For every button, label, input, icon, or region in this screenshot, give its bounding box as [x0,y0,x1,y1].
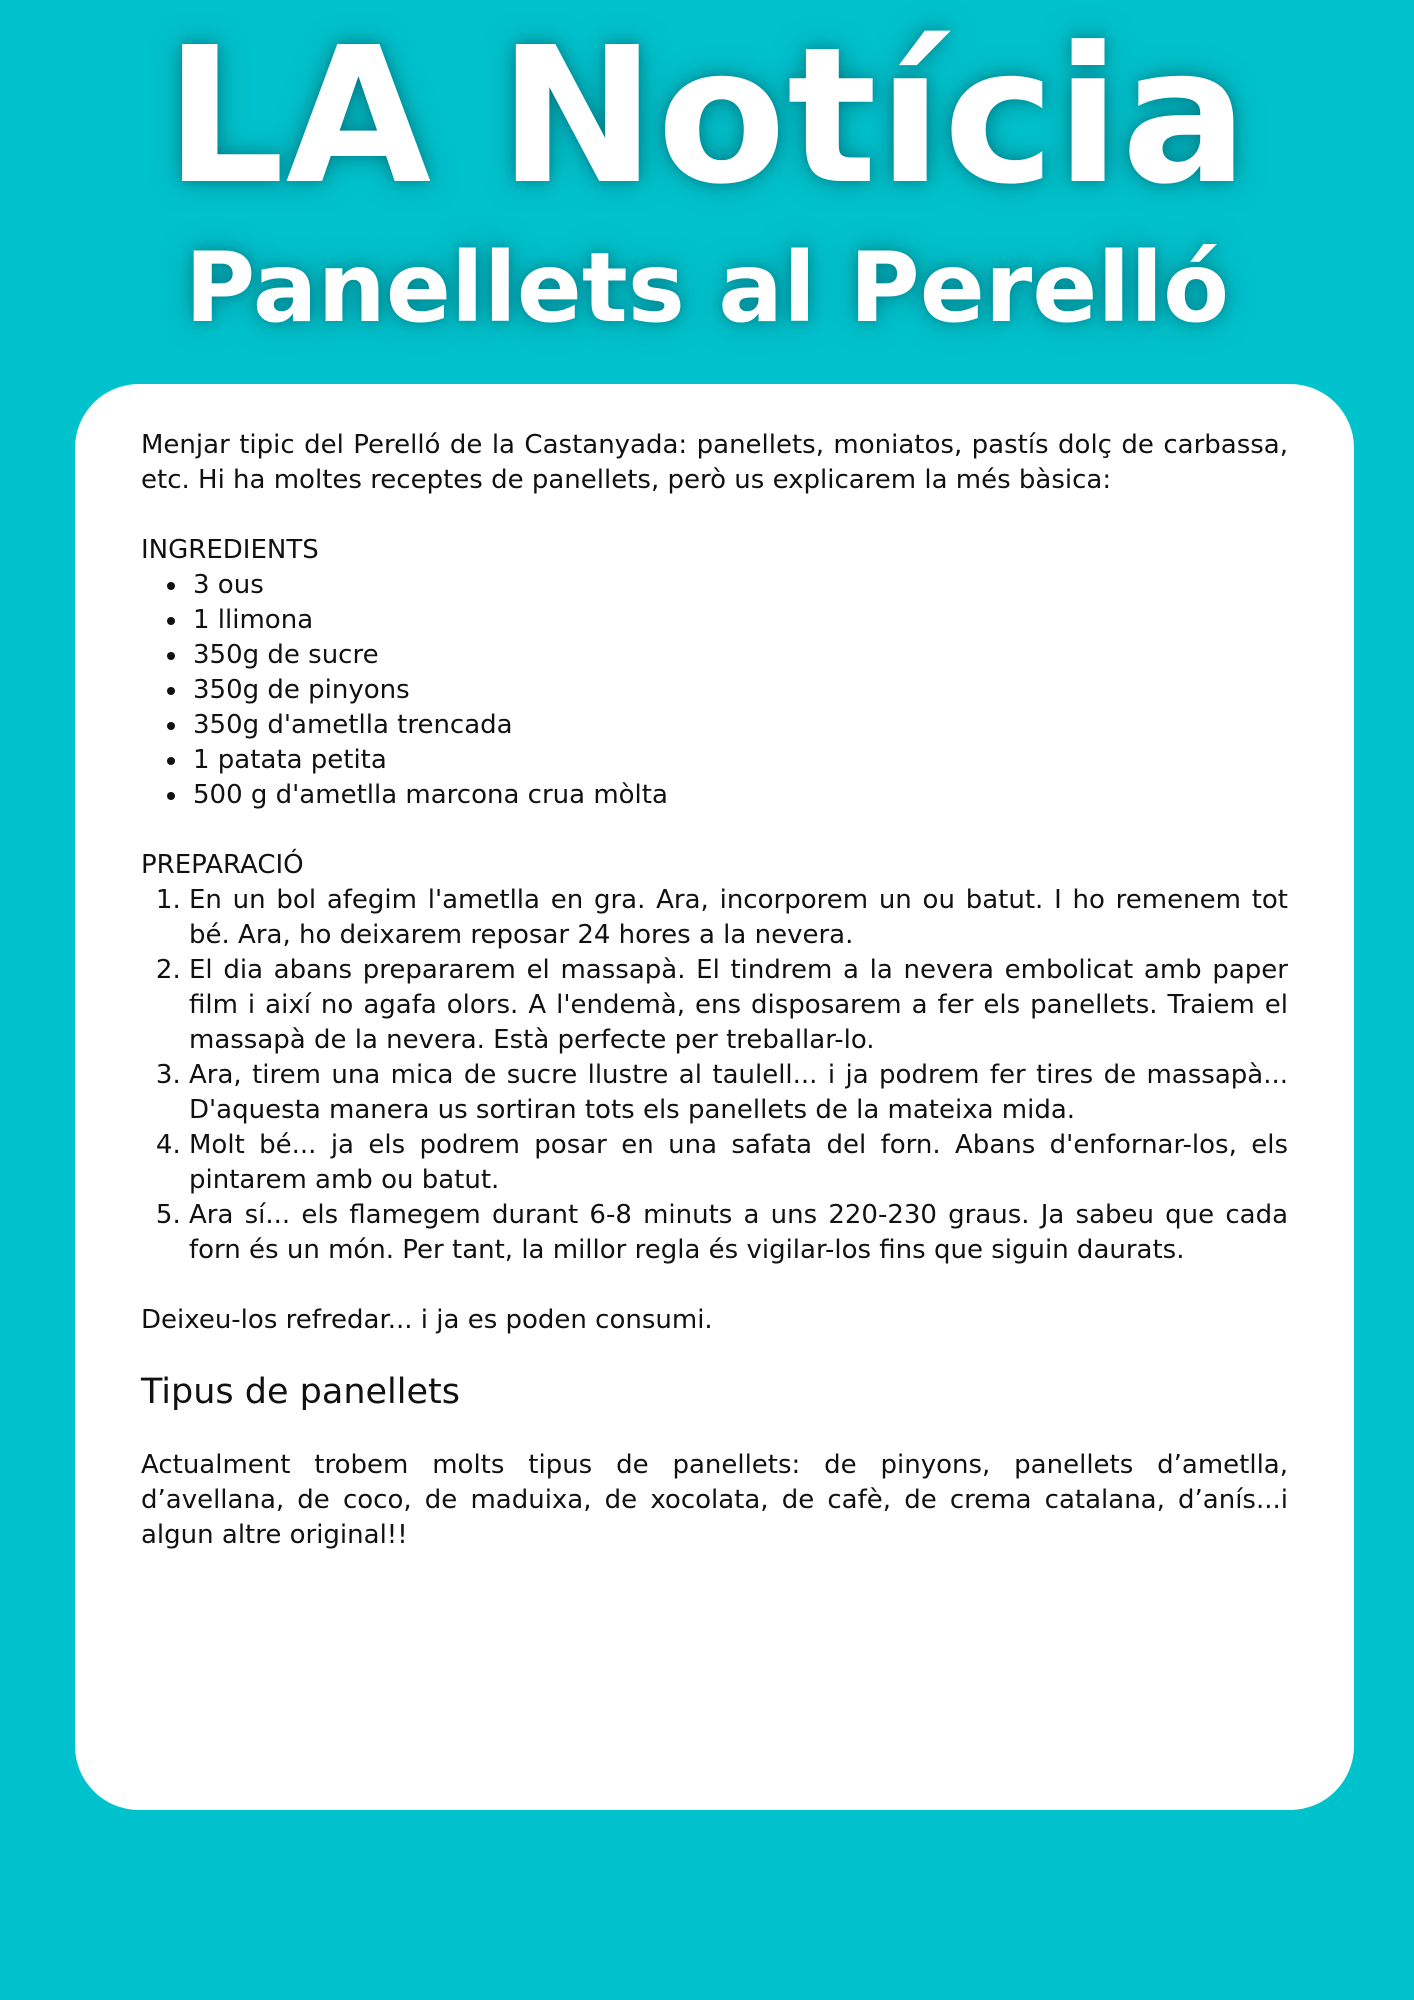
ingredients-list [141,568,1288,813]
spacer [141,813,1288,848]
ingredient-item: • 3 ous [189,568,1288,603]
intro-paragraph: Menjar tipic del Perelló de la Castanyada: panellets, moniatos, pastís dolç de carbassa, etc. Hi ha moltes receptes de panellets, però us explicarem la més bàsica: [141,430,1288,495]
ingredient-item: • 350g de pinyons [189,673,1288,708]
page-subtitle: Panellets al Perelló [184,232,1230,344]
types-paragraph: Actualment trobem molts tipus de panellets: de pinyons, panellets d’ametlla, d’avellana, de coco, de maduixa, de xocolata, de cafè, de crema catalana, d’anís...i algun altre original!! [141,1450,1288,1550]
types-heading: Tipus de panellets [141,1372,460,1412]
ingredient-item: • 1 patata petita [189,743,1288,778]
article-card [75,384,1354,1810]
closing-paragraph: Deixeu-los refredar... i ja es poden consumi. [141,1305,713,1335]
preparation-step: 3. Ara, tirem una mica de sucre llustre al taulell... i ja podrem fer tires de massapà... D'aquesta manera us sortiran tots els panellets de la mateixa mida. [189,1058,1288,1128]
preparation-step: 1. En un bol afegim l'ametlla en gra. Ara, incorporem un ou batut. I ho remenem tot bé. Ara, ho deixarem reposar 24 hores a la nevera. [189,883,1288,953]
ingredient-item: • 350g de sucre [189,638,1288,673]
ingredient-item: • 350g d'ametlla trencada [189,708,1288,743]
ingredients-heading: INGREDIENTS [141,535,319,565]
preparation-step: 2. El dia abans prepararem el massapà. El tindrem a la nevera embolicat amb paper film i així no agafa olors. A l'endemà, ens disposarem a fer els panellets. Traiem el massapà de la nevera. Està perfecte per treballar-lo. [189,953,1288,1058]
preparation-heading: PREPARACIÓ [141,850,304,880]
spacer [141,498,1288,533]
spacer [141,1416,1288,1448]
ingredient-item: • 1 llimona [189,603,1288,638]
spacer [141,1338,1288,1368]
preparation-step: 5. Ara sí... els flamegem durant 6-8 minuts a uns 220-230 graus. Ja sabeu que cada forn és un món. Per tant, la millor regla és vigilar-los fins que siguin daurats. [189,1198,1288,1268]
page-title: LA Notícia [164,7,1250,226]
ingredient-item: • 500 g d'ametlla marcona crua mòlta [189,778,1288,813]
preparation-step: 4. Molt bé... ja els podrem posar en una safata del forn. Abans d'enfornar-los, els pintarem amb ou batut. [189,1128,1288,1198]
preparation-steps [141,883,1288,1268]
spacer [141,1268,1288,1303]
